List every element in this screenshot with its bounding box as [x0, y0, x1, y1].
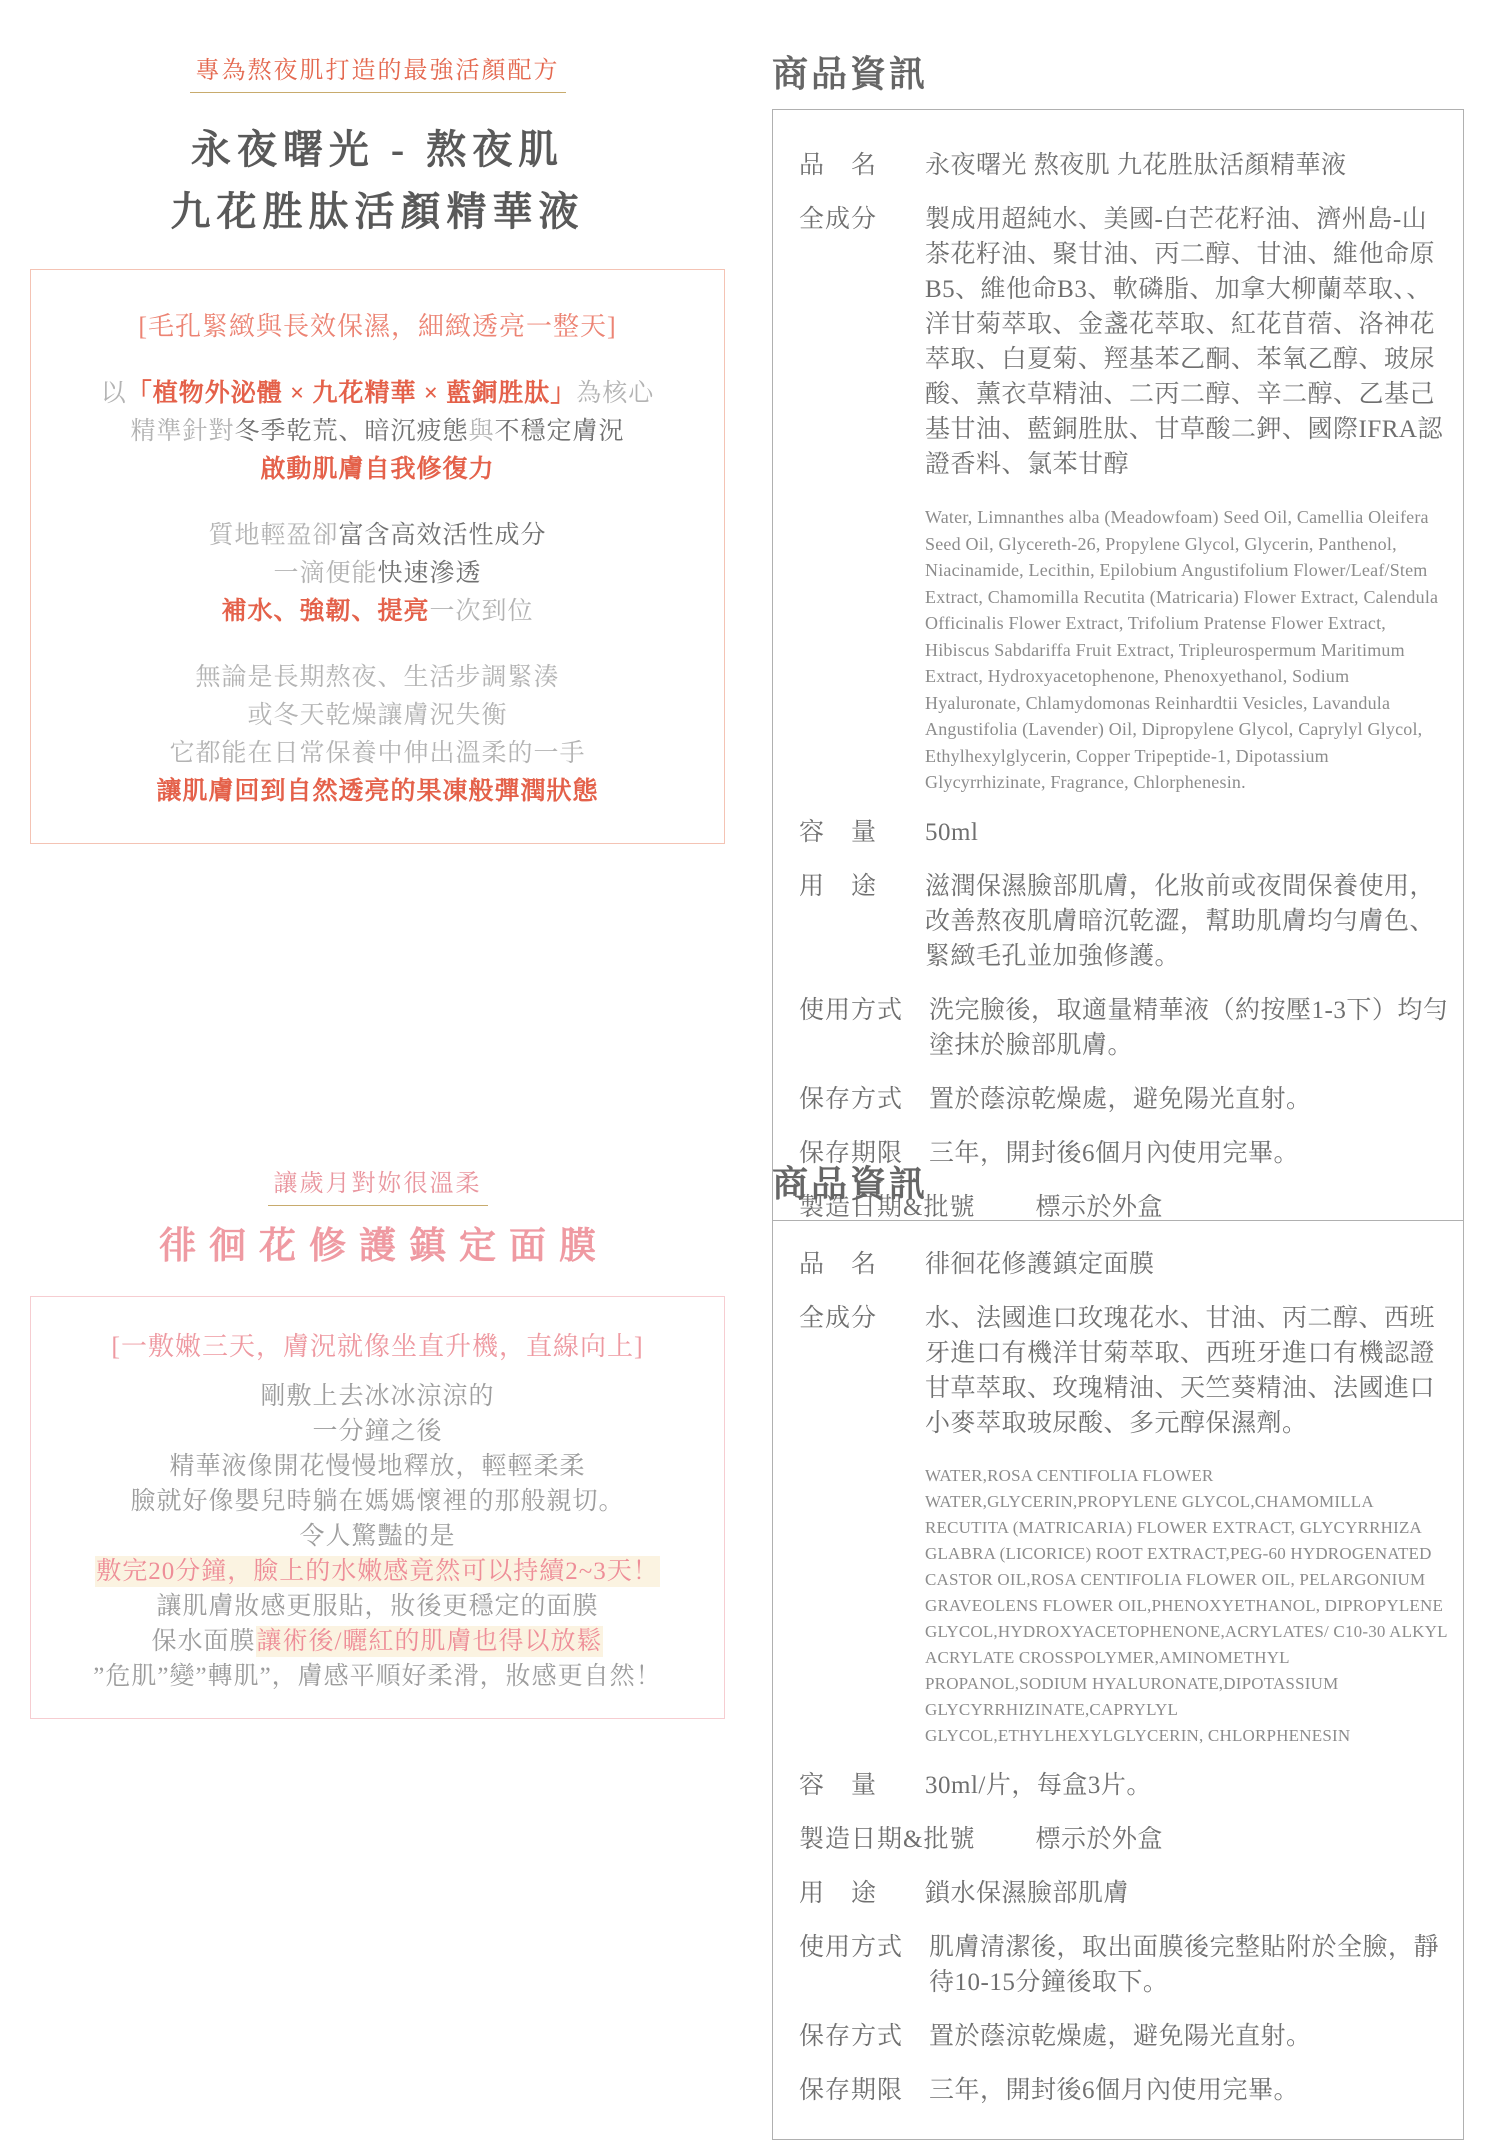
info-value	[925, 1876, 1449, 1911]
copy-paragraph	[41, 375, 714, 489]
info-value-text: 置於蔭涼乾燥處，避免陽光直射。	[929, 2023, 1312, 2050]
copy-segment: 啟動肌膚自我修復力	[260, 456, 495, 483]
copy-line	[41, 1484, 714, 1519]
info-label: 全成分	[799, 1305, 878, 1332]
copy-line	[41, 1379, 714, 1414]
copy-line	[41, 1519, 714, 1554]
info-value	[929, 993, 1449, 1063]
serum-title-line-1: 永夜曙光 - 熬夜肌	[190, 127, 565, 172]
copy-segment: 它都能在日常保養中伸出溫柔的一手	[169, 740, 586, 767]
info-value	[929, 1930, 1449, 2000]
copy-segment: 為核心	[576, 380, 655, 407]
copy-line	[41, 517, 714, 555]
info-label: 品 名	[799, 1251, 878, 1278]
info-value	[925, 815, 1449, 850]
info-value-text: 滋潤保濕臉部肌膚，化妝前或夜間保養使用，改善熬夜肌膚暗沉乾澀，幫助肌膚均勻膚色、緊緻毛孔並加強修護。	[925, 872, 1436, 970]
copy-line	[41, 1414, 714, 1449]
copy-segment: 快速滲透	[377, 560, 482, 587]
info-value-text: 50ml	[925, 818, 979, 846]
serum-info-title: 商品資訊	[772, 54, 929, 94]
info-value	[929, 1136, 1449, 1171]
info-value-text: 洗完臉後，取適量精華液（約按壓1-3下）均勻塗抹於臉部肌膚。	[929, 996, 1449, 1059]
copy-segment: 精華液像開花慢慢地釋放，輕輕柔柔	[169, 1453, 586, 1480]
serum-info-box	[772, 109, 1464, 1257]
serum-copy-box	[30, 269, 725, 844]
copy-line	[41, 451, 714, 489]
copy-line	[41, 1329, 714, 1365]
info-value	[925, 1247, 1449, 1282]
info-value	[925, 148, 1449, 183]
info-label: 用 途	[799, 1880, 878, 1907]
info-label: 使用方式	[799, 1934, 904, 1961]
copy-line	[41, 1624, 714, 1659]
mask-info-title: 商品資訊	[772, 1164, 929, 1204]
info-row	[773, 1247, 1449, 1282]
mask-info-box	[772, 1220, 1464, 2140]
copy-segment: 精準針對	[130, 418, 235, 445]
info-label: 容 量	[799, 1772, 878, 1799]
info-label: 容 量	[799, 818, 878, 846]
info-row	[773, 815, 1449, 850]
mask-copy-box	[30, 1296, 725, 1719]
info-row	[773, 2019, 1449, 2054]
copy-line	[41, 697, 714, 735]
info-value-text: 肌膚清潔後，取出面膜後完整貼附於全臉，靜待10-15分鐘後取下。	[929, 1934, 1440, 1996]
info-label: 保存方式	[799, 2023, 904, 2050]
info-value	[1035, 1822, 1449, 1857]
copy-segment: 剛敷上去冰冰涼涼的	[260, 1383, 495, 1410]
copy-segment: 敷完20分鐘，臉上的水嫩感竟然可以持續2~3天！	[96, 1558, 659, 1585]
serum-marketing-section	[30, 50, 725, 844]
info-value-text: 水、法國進口玫瑰花水、甘油、丙二醇、西班牙進口有機洋甘菊萃取、西班牙進口有機認證甘草萃取、玫瑰精油、天竺葵精油、法國進口小麥萃取玻尿酸、多元醇保濕劑。	[925, 1305, 1436, 1437]
info-value	[925, 1301, 1449, 1749]
copy-line	[41, 1659, 714, 1694]
info-value-text: 標示於外盒	[1035, 1826, 1163, 1853]
copy-segment: 一分鐘之後	[312, 1418, 443, 1445]
ingredients-english: Water, Limnanthes alba (Meadowfoam) Seed Oil, Camellia Oleifera Seed Oil, Glycereth-26, Propylene Glycol, Glycerin, Panthenol, Niacinamide, Lecithin, Epilobium Angustifolium Flower/Leaf/Stem Extract, Chamomilla Recutita (Matricaria) Flower Extract, Calendula Officinalis Flower Extract, Trifolium Pratense Flower Extract, Hibiscus Sabdariffa Fruit Extract, Tripleurospermum Maritimum Extract, Hydroxyacetophenone, Phenoxyethanol, Sodium Hyaluronate, Chlamydomonas Reinhardtii Vesicles, Lavandula Angustifolia (Lavender) Oil, Dipropylene Glycol, Caprylyl Glycol, Ethylhexylglycerin, Copper Tripeptide-1, Dipotassium Glycyrrhizinate, Fragrance, Chlorphenesin.	[925, 507, 1439, 792]
copy-segment: 臉就好像嬰兒時躺在媽媽懷裡的那般親切。	[130, 1488, 625, 1515]
copy-paragraph	[41, 659, 714, 811]
copy-line	[41, 1589, 714, 1624]
copy-segment: 或冬天乾燥讓膚況失衡	[247, 702, 508, 729]
info-value	[925, 1768, 1449, 1803]
copy-line	[41, 413, 714, 451]
serum-title	[30, 119, 725, 243]
copy-line	[41, 1449, 714, 1484]
copy-segment: 一滴便能	[273, 560, 378, 587]
copy-segment: 讓術後/曬紅的肌膚也得以放鬆	[256, 1628, 603, 1655]
info-value	[929, 2073, 1449, 2108]
copy-line	[41, 735, 714, 773]
info-label: 製造日期&批號	[799, 1826, 976, 1853]
copy-segment: 質地輕盈卻	[208, 522, 339, 549]
info-value-text: 30ml/片，每盒3片。	[925, 1772, 1152, 1799]
serum-title-line-2: 九花胜肽活顏精華液	[170, 189, 585, 234]
info-row	[773, 1822, 1449, 1857]
mask-title: 徘徊花修護鎮定面膜	[159, 1226, 609, 1267]
info-value	[925, 202, 1449, 796]
info-value-text: 標示於外盒	[1035, 1193, 1163, 1221]
info-row	[773, 2073, 1449, 2108]
copy-segment: 「植物外泌體 × 九花精華 × 藍銅胜肽」	[126, 380, 577, 407]
info-value	[929, 2019, 1449, 2054]
copy-segment: 不穩定膚況	[494, 418, 625, 445]
copy-segment: [一敷嫩三天，膚況就像坐直升機，直線向上]	[111, 1332, 644, 1361]
copy-segment: 令人驚豔的是	[299, 1523, 456, 1550]
info-label: 品 名	[799, 152, 878, 179]
copy-segment: 富含高效活性成分	[338, 522, 547, 549]
info-label: 全成分	[799, 206, 878, 233]
info-label: 用 途	[799, 872, 878, 900]
mask-marketing-section	[30, 1163, 725, 1719]
copy-segment: 讓肌膚妝感更服貼，妝後更穩定的面膜	[156, 1593, 599, 1620]
info-value-text: 三年，開封後6個月內使用完畢。	[929, 2077, 1300, 2104]
copy-segment: 一次到位	[429, 598, 534, 625]
info-value-text: 置於蔭涼乾燥處，避免陽光直射。	[929, 1085, 1312, 1113]
info-row	[773, 869, 1449, 974]
info-value-text: 鎖水保濕臉部肌膚	[925, 1880, 1130, 1907]
mask-eyebrow: 讓歲月對妳很溫柔	[268, 1163, 488, 1206]
ingredients-english: WATER,ROSA CENTIFOLIA FLOWER WATER,GLYCERIN,PROPYLENE GLYCOL,CHAMOMILLA RECUTITA (MATRICARIA) FLOWER EXTRACT, GLYCYRRHIZA GLABRA (LICORICE) ROOT EXTRACT,PEG-60 HYDROGENATED CASTOR OIL,ROSA CENTIFOLIA FLOWER OIL, PELARGONIUM GRAVEOLENS FLOWER OIL,PHENOXYETHANOL, DIPROPYLENE GLYCOL,HYDROXYACETOPHENONE,ACRYLATES/ C10-30 ALKYL ACRYLATE CROSSPOLYMER,AMINOMETHYL PROPANOL,SODIUM HYALURONATE,DIPOTASSIUM GLYCYRRHIZINATE,CAPRYLYL GLYCOL,ETHYLHEXYLGLYCERIN, CHLORPHENESIN	[925, 1466, 1448, 1745]
copy-line	[41, 593, 714, 631]
info-row	[773, 202, 1449, 796]
copy-line	[41, 555, 714, 593]
info-row	[773, 1930, 1449, 2000]
copy-segment: 保水面膜	[151, 1628, 256, 1655]
info-label: 保存期限	[799, 2077, 904, 2104]
copy-segment: 讓肌膚回到自然透亮的果凍般彈潤狀態	[156, 778, 599, 805]
copy-segment: 與	[468, 418, 495, 445]
info-label: 製造日期&批號	[799, 1193, 976, 1221]
copy-segment: 無論是長期熬夜、生活步調緊湊	[195, 664, 560, 691]
copy-paragraph	[41, 308, 714, 347]
info-value	[929, 1082, 1449, 1117]
copy-segment: ”危肌”變”轉肌”，膚感平順好柔滑，妝感更自然！	[93, 1663, 662, 1690]
info-value-text: 徘徊花修護鎮定面膜	[925, 1251, 1155, 1278]
copy-line	[41, 375, 714, 413]
info-value-text: 永夜曙光 熬夜肌 九花胜肽活顏精華液	[925, 152, 1347, 179]
info-value-text: 三年，開封後6個月內使用完畢。	[929, 1139, 1300, 1167]
copy-paragraph	[41, 1379, 714, 1694]
copy-segment: 冬季乾荒、暗沉疲態	[234, 418, 469, 445]
info-row	[773, 148, 1449, 183]
info-row	[773, 1082, 1449, 1117]
info-label: 使用方式	[799, 996, 904, 1024]
copy-segment: [毛孔緊緻與長效保濕，細緻透亮一整天]	[138, 312, 617, 341]
copy-line	[41, 308, 714, 347]
info-label: 保存期限	[799, 1139, 904, 1167]
copy-line	[41, 659, 714, 697]
info-row	[773, 1876, 1449, 1911]
info-row	[773, 993, 1449, 1063]
info-value	[925, 869, 1449, 974]
serum-eyebrow: 專為熬夜肌打造的最強活顏配方	[190, 50, 566, 93]
copy-segment: 以	[100, 380, 127, 407]
copy-line	[41, 773, 714, 811]
copy-segment: 補水、強韌、提亮	[221, 598, 430, 625]
copy-paragraph	[41, 1329, 714, 1365]
copy-line	[41, 1554, 714, 1589]
info-row	[773, 1768, 1449, 1803]
info-label: 保存方式	[799, 1085, 904, 1113]
copy-paragraph	[41, 517, 714, 631]
info-row	[773, 1301, 1449, 1749]
info-value-text: 製成用超純水、美國-白芒花籽油、濟州島-山茶花籽油、聚甘油、丙二醇、甘油、維他命原B5、維他命B3、軟磷脂、加拿大柳蘭萃取、、洋甘菊萃取、金盞花萃取、紅花苜蓿、洛神花萃取、白夏菊、羥基苯乙酮、苯氧乙醇、玻尿酸、薰衣草精油、二丙二醇、辛二醇、乙基己基甘油、藍銅胜肽、甘草酸二鉀、國際IFRA認證香料、氯苯甘醇	[925, 206, 1443, 478]
